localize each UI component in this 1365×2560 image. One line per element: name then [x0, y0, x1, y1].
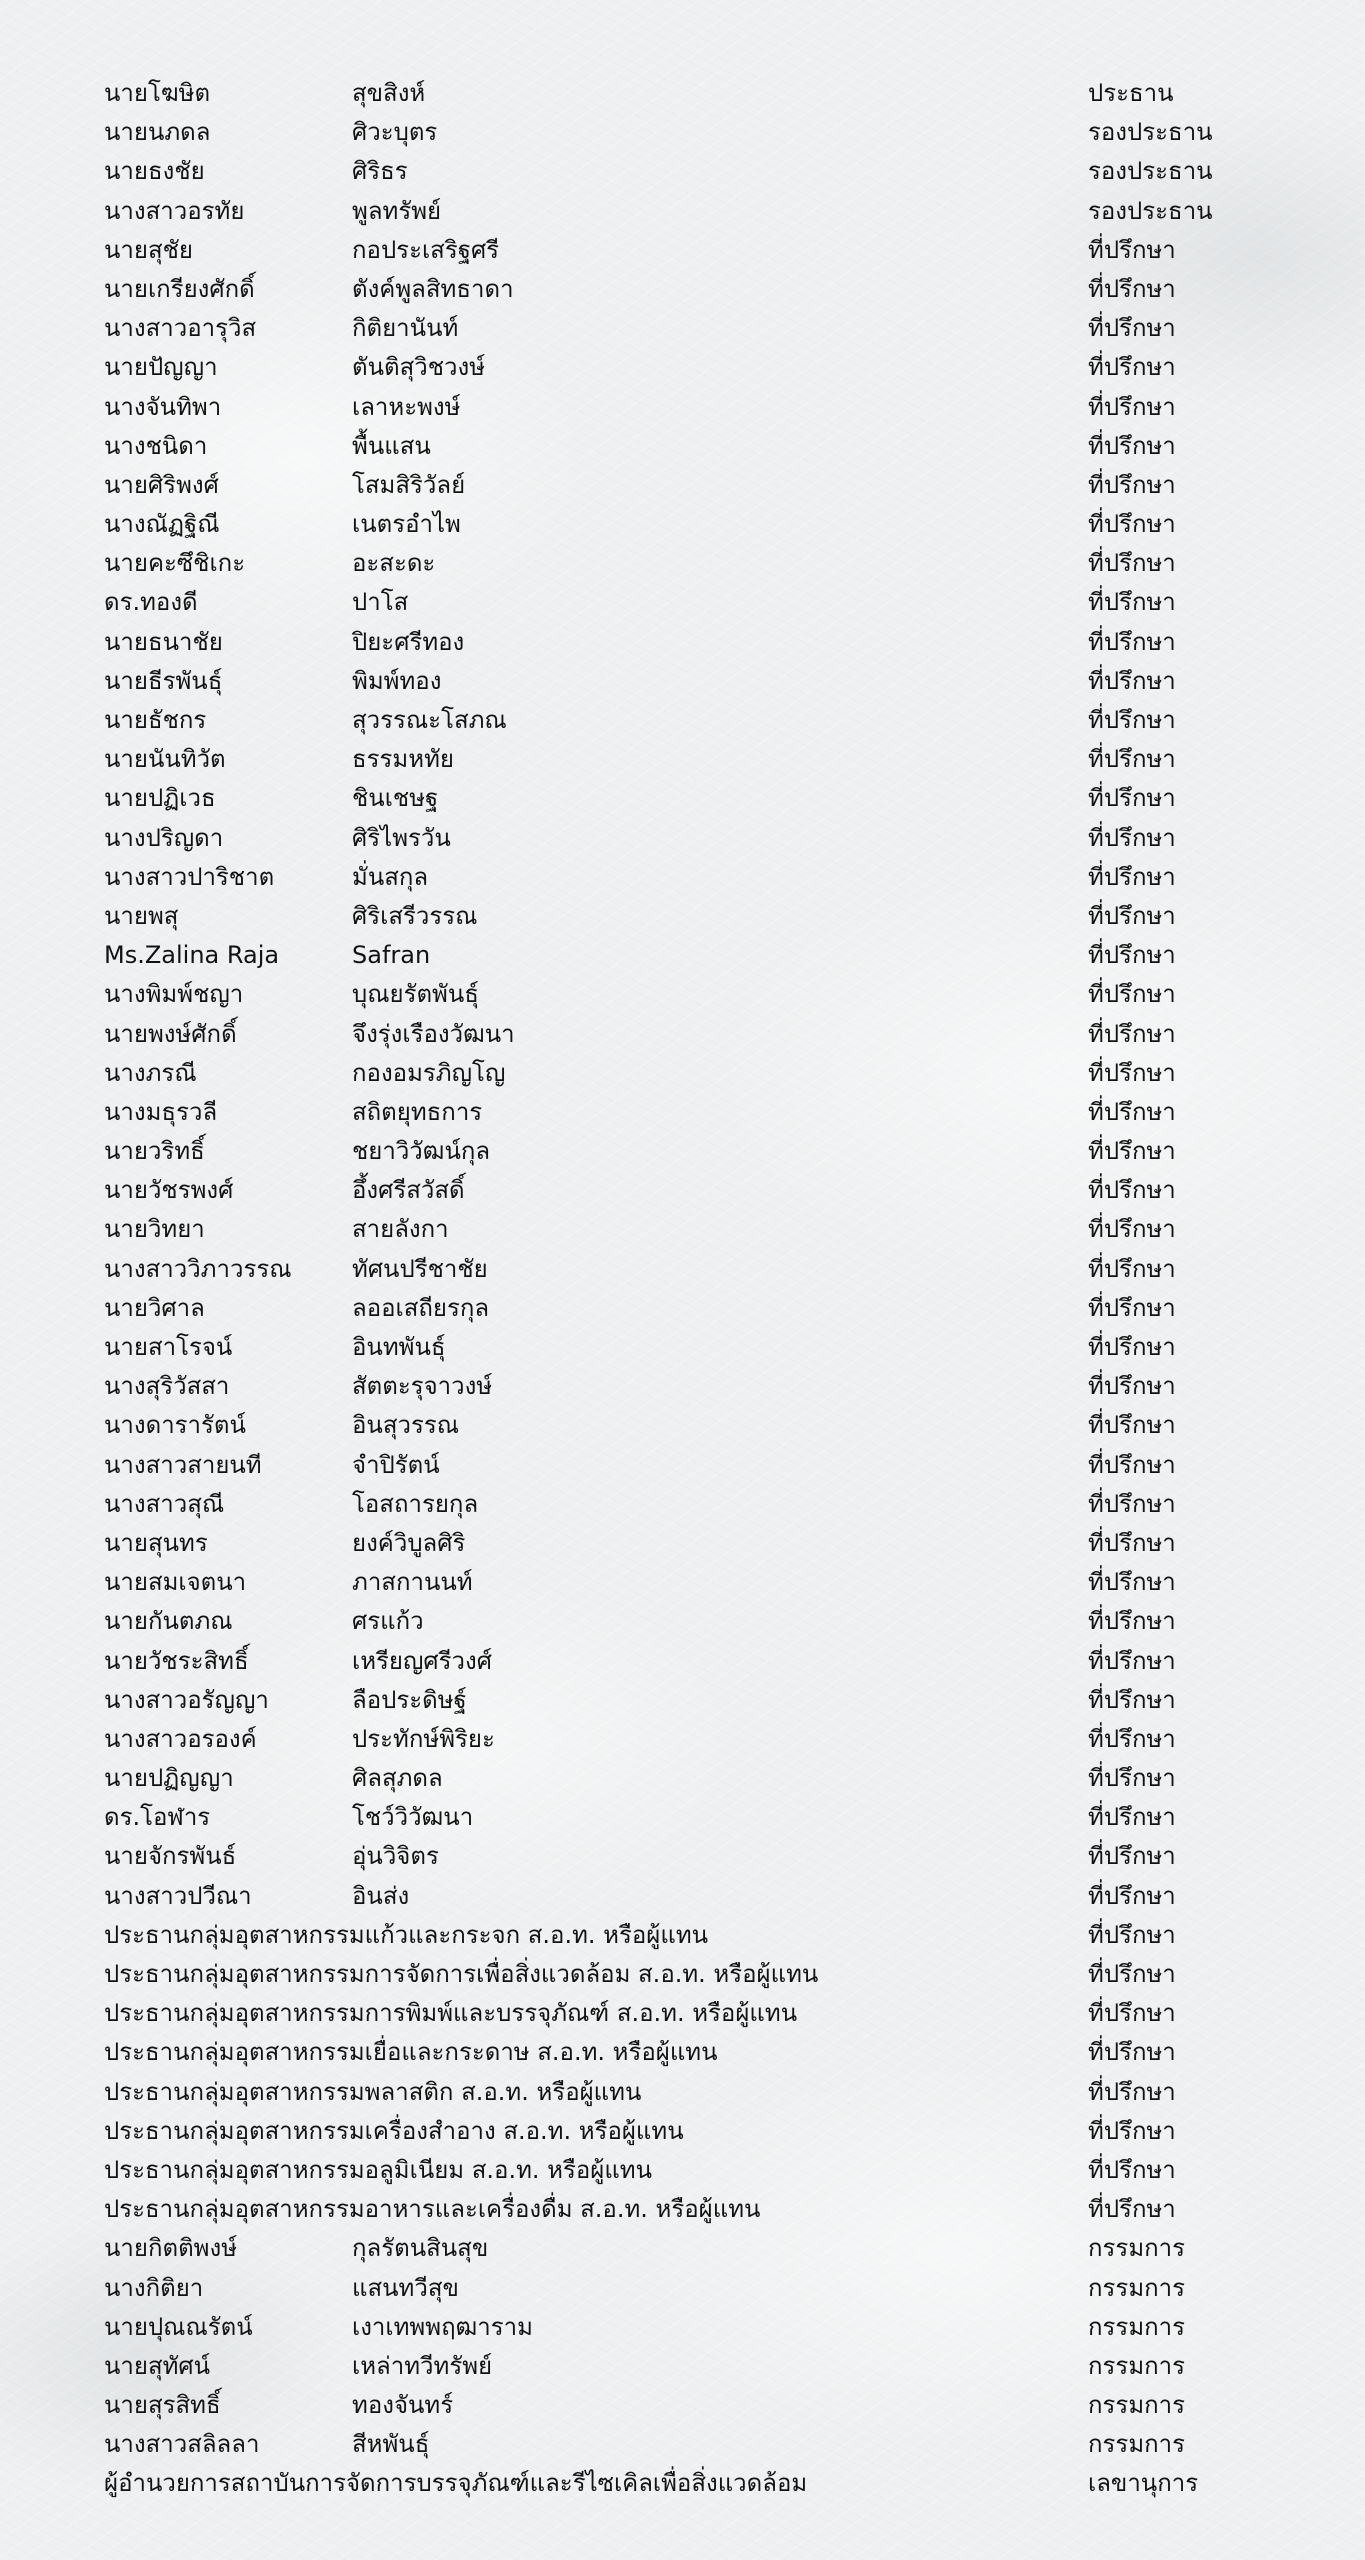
member-row: [104, 466, 1244, 505]
member-first-name: นางสาวสายนที: [104, 1450, 262, 1479]
member-row: [104, 1837, 1244, 1876]
member-row: [104, 2347, 1244, 2386]
member-last-name: พื้นแสน: [352, 431, 431, 460]
member-first-name: นายสาโรจน์: [104, 1333, 233, 1361]
member-last-name: เลาหะพงษ์: [352, 392, 461, 421]
member-row: [104, 2308, 1244, 2347]
member-first-name: นางสาวปาริชาต: [104, 862, 275, 891]
member-last-name: ปิยะศรีทอง: [352, 627, 465, 656]
member-last-name: อินทพันธุ์: [352, 1333, 446, 1361]
member-row: [104, 2269, 1244, 2308]
member-role: ที่ปรึกษา: [1088, 784, 1176, 813]
member-last-name: ชยาวิวัฒน์กุล: [352, 1137, 491, 1166]
member-first-name: นายเกรียงศักดิ์: [104, 274, 255, 303]
member-last-name: อะสะดะ: [352, 549, 436, 578]
member-title: ประธานกลุ่มอุตสาหกรรมการพิมพ์และบรรจุภัณฑ์ ส.อ.ท. หรือผู้แทน: [104, 1999, 798, 2028]
member-row: [104, 858, 1244, 897]
member-row: [104, 427, 1244, 466]
member-role: ที่ปรึกษา: [1088, 1137, 1176, 1166]
member-last-name: ตังค์พูลสิทธาดา: [352, 274, 514, 303]
member-row: [104, 1994, 1244, 2033]
member-first-name: นายสุรสิทธิ์: [104, 2391, 221, 2420]
member-row: [104, 1210, 1244, 1249]
member-first-name: นายธีรพันธุ์: [104, 666, 223, 695]
member-last-name: อุ่นวิจิตร: [352, 1842, 439, 1871]
member-first-name: นางสาวอารุวิส: [104, 314, 257, 343]
member-first-name: นางดารารัตน์: [104, 1411, 246, 1440]
member-row: [104, 192, 1244, 231]
member-role: ที่ปรึกษา: [1088, 1333, 1176, 1361]
member-row: [104, 1798, 1244, 1837]
member-role: ที่ปรึกษา: [1088, 1215, 1176, 1244]
member-role: ที่ปรึกษา: [1088, 862, 1176, 891]
member-role: ที่ปรึกษา: [1088, 1254, 1176, 1283]
member-role: ที่ปรึกษา: [1088, 1176, 1176, 1205]
member-row: [104, 1132, 1244, 1171]
member-role: ที่ปรึกษา: [1088, 1489, 1176, 1518]
member-last-name: ศิริเสรีวรรณ: [352, 901, 478, 930]
member-row: [104, 270, 1244, 309]
member-row: [104, 975, 1244, 1014]
member-role: ที่ปรึกษา: [1088, 314, 1176, 343]
member-last-name: ชินเชษฐ: [352, 784, 439, 813]
member-first-name: นายปฏิญญา: [104, 1764, 234, 1793]
member-first-name: นางภรณี: [104, 1058, 197, 1087]
member-row: [104, 740, 1244, 779]
member-role: ที่ปรึกษา: [1088, 2077, 1176, 2106]
member-title: ประธานกลุ่มอุตสาหกรรมแก้วและกระจก ส.อ.ท. หรือผู้แทน: [104, 1920, 709, 1949]
member-role: ที่ปรึกษา: [1088, 1842, 1176, 1871]
member-first-name: นางสาววิภาวรรณ: [104, 1254, 292, 1283]
member-first-name: นางสาวอรทัย: [104, 196, 245, 225]
member-row: [104, 2033, 1244, 2072]
member-first-name: นายสุนทร: [104, 1528, 208, 1557]
member-title: ประธานกลุ่มอุตสาหกรรมเครื่องสำอาง ส.อ.ท. หรือผู้แทน: [104, 2116, 684, 2145]
member-role: ที่ปรึกษา: [1088, 941, 1176, 970]
member-role: ประธาน: [1088, 79, 1174, 107]
member-first-name: นางสุริวัสสา: [104, 1372, 230, 1401]
member-last-name: มั่นสกุล: [352, 862, 429, 891]
member-row: [104, 701, 1244, 740]
member-row: [104, 1642, 1244, 1681]
member-row: [104, 1446, 1244, 1485]
member-row: [104, 936, 1244, 975]
member-last-name: กอประเสริฐศรี: [352, 235, 500, 264]
member-first-name: นายธัชกร: [104, 706, 207, 734]
member-row: [104, 113, 1244, 152]
member-role: ที่ปรึกษา: [1088, 2195, 1176, 2224]
member-role: กรรมการ: [1088, 2234, 1186, 2263]
member-role: ที่ปรึกษา: [1088, 1528, 1176, 1557]
member-row: [104, 1485, 1244, 1524]
member-last-name: ทองจันทร์: [352, 2391, 454, 2420]
member-last-name: ศิริธร: [352, 157, 408, 186]
member-row: [104, 2112, 1244, 2151]
member-first-name: นางปริญดา: [104, 823, 224, 852]
member-first-name: นายกิตติพงษ์: [104, 2234, 238, 2263]
member-row: [104, 583, 1244, 622]
member-row: [104, 1054, 1244, 1093]
member-first-name: นายสุทัศน์: [104, 2351, 211, 2380]
member-first-name: นางพิมพ์ชญา: [104, 980, 244, 1009]
member-row: [104, 662, 1244, 701]
member-first-name: นางชนิดา: [104, 431, 208, 460]
member-first-name: นางกิติยา: [104, 2273, 204, 2302]
committee-roster: [104, 74, 1244, 2504]
member-row: [104, 1328, 1244, 1367]
member-first-name: นายนภดล: [104, 118, 211, 147]
member-role: ที่ปรึกษา: [1088, 549, 1176, 578]
member-last-name: ศิริไพรวัน: [352, 823, 451, 852]
member-row: [104, 2464, 1244, 2503]
member-last-name: พิมพ์ทอง: [352, 666, 442, 695]
member-role: ที่ปรึกษา: [1088, 2116, 1176, 2145]
member-last-name: สุวรรณะโสภณ: [352, 706, 507, 734]
member-last-name: จำปิรัตน์: [352, 1450, 440, 1479]
member-last-name: กุลรัตนสินสุข: [352, 2234, 489, 2263]
member-last-name: บุณยรัตพันธุ์: [352, 980, 479, 1009]
member-first-name: นางสาวสุณี: [104, 1489, 225, 1518]
member-last-name: ยงค์วิบูลศิริ: [352, 1528, 466, 1557]
member-role: ที่ปรึกษา: [1088, 470, 1176, 499]
member-role: ที่ปรึกษา: [1088, 1058, 1176, 1087]
member-row: [104, 1563, 1244, 1602]
member-row: [104, 779, 1244, 818]
member-role: กรรมการ: [1088, 2430, 1186, 2459]
member-role: ที่ปรึกษา: [1088, 510, 1176, 539]
member-role: ที่ปรึกษา: [1088, 1999, 1176, 2028]
member-row: [104, 1289, 1244, 1328]
member-first-name: นายพสุ: [104, 901, 179, 930]
member-role: ที่ปรึกษา: [1088, 1685, 1176, 1714]
member-row: [104, 2386, 1244, 2425]
member-role: ที่ปรึกษา: [1088, 901, 1176, 930]
member-last-name: จึงรุ่งเรืองวัฒนา: [352, 1019, 515, 1048]
member-role: กรรมการ: [1088, 2312, 1186, 2341]
member-last-name: สัตตะรุจาวงษ์: [352, 1372, 493, 1401]
member-row: [104, 1877, 1244, 1916]
member-first-name: นายปุณณรัตน์: [104, 2312, 253, 2341]
member-last-name: ภาสกานนท์: [352, 1568, 473, 1597]
member-last-name: สายลังกา: [352, 1215, 449, 1244]
member-role: ที่ปรึกษา: [1088, 706, 1176, 734]
member-row: [104, 152, 1244, 191]
member-role: ที่ปรึกษา: [1088, 627, 1176, 656]
member-first-name: นายโฆษิต: [104, 79, 211, 107]
member-title: ผู้อำนวยการสถาบันการจัดการบรรจุภัณฑ์และรีไซเคิลเพื่อสิ่งแวดล้อม: [104, 2469, 808, 2498]
member-last-name: โสมสิริวัลย์: [352, 470, 466, 499]
member-row: [104, 1093, 1244, 1132]
member-role: รองประธาน: [1088, 157, 1213, 186]
member-last-name: ธรรมหทัย: [352, 745, 454, 774]
member-first-name: นางจันทิพา: [104, 392, 222, 421]
member-row: [104, 2073, 1244, 2112]
member-last-name: สีหพันธุ์: [352, 2430, 430, 2459]
member-last-name: กิติยานันท์: [352, 314, 459, 343]
member-row: [104, 1916, 1244, 1955]
member-last-name: เงาเทพพฤฒาราม: [352, 2312, 533, 2341]
member-role: ที่ปรึกษา: [1088, 666, 1176, 695]
member-row: [104, 1681, 1244, 1720]
member-last-name: เหรียญศรีวงศ์: [352, 1646, 492, 1675]
member-first-name: นายวิทยา: [104, 1215, 205, 1244]
member-title: ประธานกลุ่มอุตสาหกรรมอลูมิเนียม ส.อ.ท. หรือผู้แทน: [104, 2155, 653, 2184]
member-role: เลขานุการ: [1088, 2469, 1199, 2498]
member-last-name: สถิตยุทธการ: [352, 1097, 483, 1126]
member-last-name: อึ้งศรีสวัสดิ์: [352, 1176, 465, 1205]
member-role: ที่ปรึกษา: [1088, 1764, 1176, 1793]
member-last-name: ลือประดิษฐ์: [352, 1685, 467, 1714]
member-row: [104, 505, 1244, 544]
member-first-name: นางสาวอรองค์: [104, 1724, 257, 1753]
member-role: ที่ปรึกษา: [1088, 1881, 1176, 1910]
member-last-name: โอสถารยกุล: [352, 1489, 479, 1518]
member-first-name: นายคะซึชิเกะ: [104, 549, 246, 578]
member-first-name: นายศิริพงศ์: [104, 470, 219, 499]
member-role: ที่ปรึกษา: [1088, 1646, 1176, 1675]
member-row: [104, 1171, 1244, 1210]
member-last-name: ศรแก้ว: [352, 1607, 424, 1636]
member-row: [104, 623, 1244, 662]
member-first-name: นายกันตภณ: [104, 1607, 233, 1636]
member-last-name: ศิวะบุตร: [352, 118, 438, 147]
member-last-name: โชว์วิวัฒนา: [352, 1803, 474, 1832]
member-role: ที่ปรึกษา: [1088, 1724, 1176, 1753]
member-role: ที่ปรึกษา: [1088, 1411, 1176, 1440]
member-first-name: นายปฏิเวธ: [104, 784, 216, 813]
member-last-name: ทัศนปรีชาชัย: [352, 1254, 488, 1283]
member-first-name: นายวัชระสิทธิ์: [104, 1646, 249, 1675]
member-role: ที่ปรึกษา: [1088, 353, 1176, 382]
member-last-name: ปาโส: [352, 588, 409, 617]
member-row: [104, 2151, 1244, 2190]
member-role: ที่ปรึกษา: [1088, 1372, 1176, 1401]
member-role: ที่ปรึกษา: [1088, 274, 1176, 303]
member-row: [104, 1015, 1244, 1054]
member-last-name: Safran: [352, 941, 431, 970]
member-first-name: นายสุชัย: [104, 235, 193, 264]
member-role: กรรมการ: [1088, 2351, 1186, 2380]
member-title: ประธานกลุ่มอุตสาหกรรมการจัดการเพื่อสิ่งแวดล้อม ส.อ.ท. หรือผู้แทน: [104, 1960, 819, 1988]
member-first-name: นางสาวปวีณา: [104, 1881, 252, 1910]
member-row: [104, 819, 1244, 858]
member-first-name: นายปัญญา: [104, 353, 218, 382]
member-role: ที่ปรึกษา: [1088, 1293, 1176, 1322]
member-row: [104, 1406, 1244, 1445]
member-role: ที่ปรึกษา: [1088, 1920, 1176, 1949]
member-row: [104, 544, 1244, 583]
member-last-name: สุขสิงห์: [352, 79, 426, 107]
member-row: [104, 1720, 1244, 1759]
member-first-name: นางมธุรวลี: [104, 1097, 218, 1126]
member-row: [104, 1602, 1244, 1641]
member-last-name: ลออเสถียรกุล: [352, 1293, 490, 1322]
member-first-name: Ms.Zalina Raja: [104, 941, 280, 970]
member-role: ที่ปรึกษา: [1088, 2155, 1176, 2184]
member-last-name: ศิลสุภดล: [352, 1764, 443, 1793]
member-first-name: นายวิศาล: [104, 1293, 205, 1322]
member-last-name: กองอมรภิญโญ: [352, 1058, 506, 1087]
member-first-name: ดร.ทองดี: [104, 588, 198, 617]
member-role: ที่ปรึกษา: [1088, 392, 1176, 421]
member-row: [104, 1250, 1244, 1289]
member-row: [104, 1955, 1244, 1994]
member-first-name: นางสาวอรัญญา: [104, 1685, 269, 1714]
member-role: ที่ปรึกษา: [1088, 745, 1176, 774]
member-role: ที่ปรึกษา: [1088, 235, 1176, 264]
member-role: รองประธาน: [1088, 118, 1213, 147]
member-last-name: เนตรอำไพ: [352, 510, 461, 539]
member-title: ประธานกลุ่มอุตสาหกรรมเยื่อและกระดาษ ส.อ.ท. หรือผู้แทน: [104, 2038, 718, 2067]
member-role: ที่ปรึกษา: [1088, 2038, 1176, 2067]
member-last-name: อินส่ง: [352, 1881, 410, 1910]
member-role: ที่ปรึกษา: [1088, 1803, 1176, 1832]
member-role: ที่ปรึกษา: [1088, 980, 1176, 1009]
member-last-name: แสนทวีสุข: [352, 2273, 459, 2302]
member-first-name: นายนันทิวัต: [104, 745, 226, 774]
member-role: ที่ปรึกษา: [1088, 1097, 1176, 1126]
member-last-name: ประทักษ์พิริยะ: [352, 1724, 495, 1753]
member-role: กรรมการ: [1088, 2391, 1186, 2420]
member-row: [104, 897, 1244, 936]
member-first-name: นายธนาชัย: [104, 627, 223, 656]
member-role: รองประธาน: [1088, 196, 1213, 225]
member-role: ที่ปรึกษา: [1088, 1568, 1176, 1597]
member-row: [104, 2229, 1244, 2268]
member-row: [104, 231, 1244, 270]
member-title: ประธานกลุ่มอุตสาหกรรมพลาสติก ส.อ.ท. หรือผู้แทน: [104, 2077, 642, 2106]
member-row: [104, 1759, 1244, 1798]
member-role: ที่ปรึกษา: [1088, 1019, 1176, 1048]
member-last-name: ตันติสุวิชวงษ์: [352, 353, 486, 382]
member-role: ที่ปรึกษา: [1088, 1960, 1176, 1988]
member-first-name: นายสมเจตนา: [104, 1568, 247, 1597]
member-last-name: เหล่าทวีทรัพย์: [352, 2351, 493, 2380]
member-first-name: นายธงชัย: [104, 157, 205, 186]
member-role: ที่ปรึกษา: [1088, 1450, 1176, 1479]
member-role: ที่ปรึกษา: [1088, 1607, 1176, 1636]
member-row: [104, 74, 1244, 113]
member-first-name: นายวัชรพงศ์: [104, 1176, 234, 1205]
member-last-name: พูลทรัพย์: [352, 196, 442, 225]
member-row: [104, 1367, 1244, 1406]
member-row: [104, 2190, 1244, 2229]
member-row: [104, 348, 1244, 387]
member-first-name: นางณัฏฐิณี: [104, 510, 220, 539]
member-row: [104, 309, 1244, 348]
member-role: ที่ปรึกษา: [1088, 823, 1176, 852]
member-row: [104, 2425, 1244, 2464]
member-first-name: นางสาวสลิลลา: [104, 2430, 260, 2459]
member-row: [104, 1524, 1244, 1563]
member-first-name: ดร.โอฬาร: [104, 1803, 211, 1832]
member-first-name: นายวริทธิ์: [104, 1137, 205, 1166]
member-first-name: นายพงษ์ศักดิ์: [104, 1019, 237, 1048]
member-role: ที่ปรึกษา: [1088, 588, 1176, 617]
member-first-name: นายจักรพันธ์: [104, 1842, 237, 1871]
member-row: [104, 388, 1244, 427]
member-role: กรรมการ: [1088, 2273, 1186, 2302]
member-last-name: อินสุวรรณ: [352, 1411, 459, 1440]
member-role: ที่ปรึกษา: [1088, 431, 1176, 460]
member-title: ประธานกลุ่มอุตสาหกรรมอาหารและเครื่องดื่ม ส.อ.ท. หรือผู้แทน: [104, 2195, 761, 2224]
